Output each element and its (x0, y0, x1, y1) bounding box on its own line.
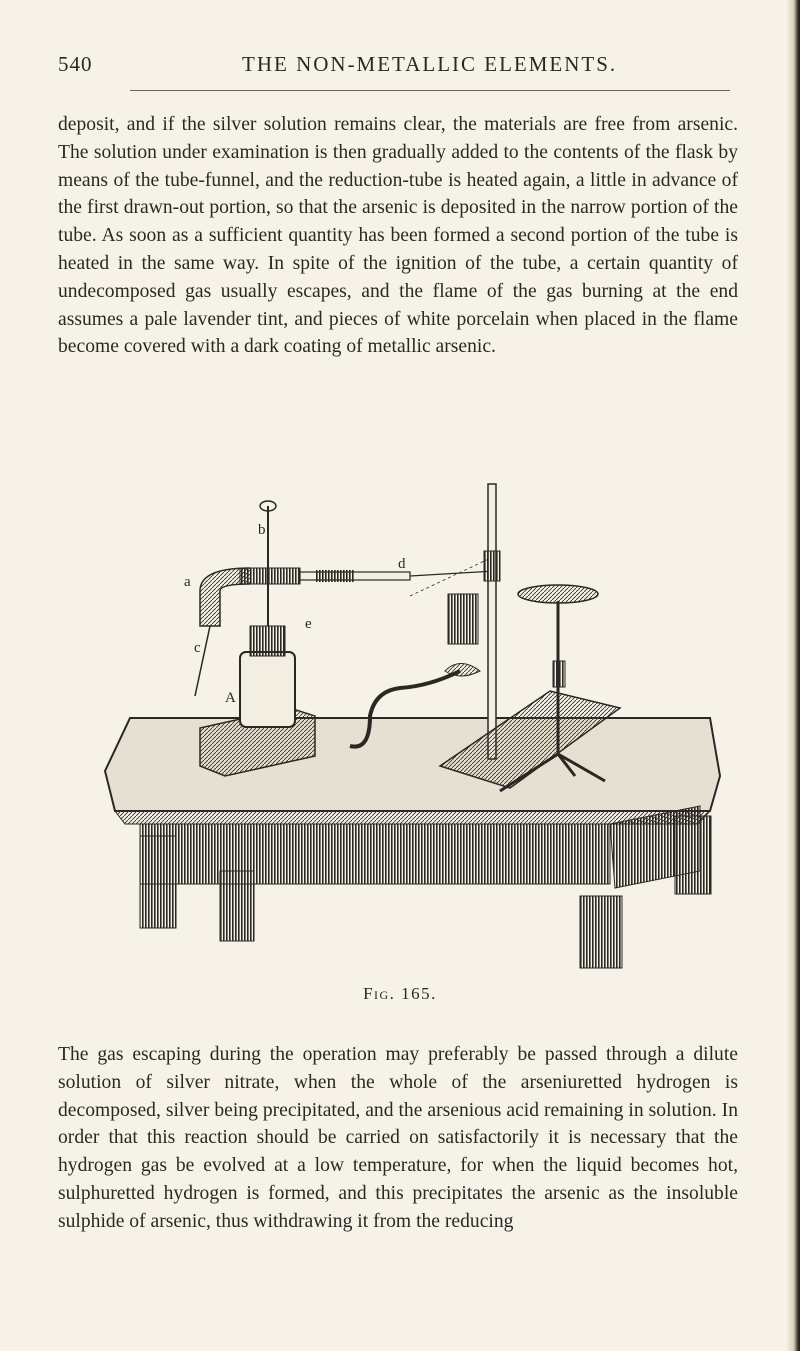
page-header (58, 52, 738, 82)
page-edge (786, 0, 800, 1351)
running-head: THE NON-METALLIC ELEMENTS. (242, 52, 618, 76)
paragraph-2: The gas escaping during the operation may preferably be passed through a dilute solution of silver nitrate, when the whole of the arseniuretted hydrogen is decomposed, silver being precipitated, and the arsenious acid remaining in solution. In order that this reaction should be carried on satisfactorily it is necessary that the hydrogen gas be evolved at a low temperature, for when the liquid becomes hot, sulphuretted hydrogen is formed, and this precipitates the arsenic as the insoluble sulphide of arsenic, thus withdrawing it from the reducing (58, 1044, 738, 1232)
figure-label-e: e (305, 616, 312, 632)
header-rule (130, 90, 730, 91)
apparatus-illustration (100, 476, 740, 976)
paragraph-1: deposit, and if the silver solution remains clear, the materials are free from arsenic. The solution under examination is then gradually added to the contents of the flask by means of the tube-funnel, and the reduction-tube is heated again, a little in advance of the first drawn-out portion, so that the arsenic is deposited in the narrow portion of the tube. As soon as a sufficient quantity has been formed a second portion of the tube is heated in the same way. In spite of the ignition of the tube, a certain quantity of undecomposed gas usually escapes, and the flame of the gas burning at the end assumes a pale lavender tint, and pieces of white porcelain when placed in the flame become covered with a dark coating of metallic arsenic. (58, 114, 738, 358)
figure-caption: Fig. 165. (363, 984, 437, 1003)
page-number: 540 (58, 52, 93, 76)
figure-label-a: a (184, 574, 191, 590)
flask (240, 501, 295, 727)
figure-label-c: c (194, 640, 201, 656)
figure-label-A: A (225, 690, 236, 706)
figure-label-b: b (258, 522, 266, 538)
table (105, 718, 720, 968)
figure-label-d: d (398, 556, 406, 572)
